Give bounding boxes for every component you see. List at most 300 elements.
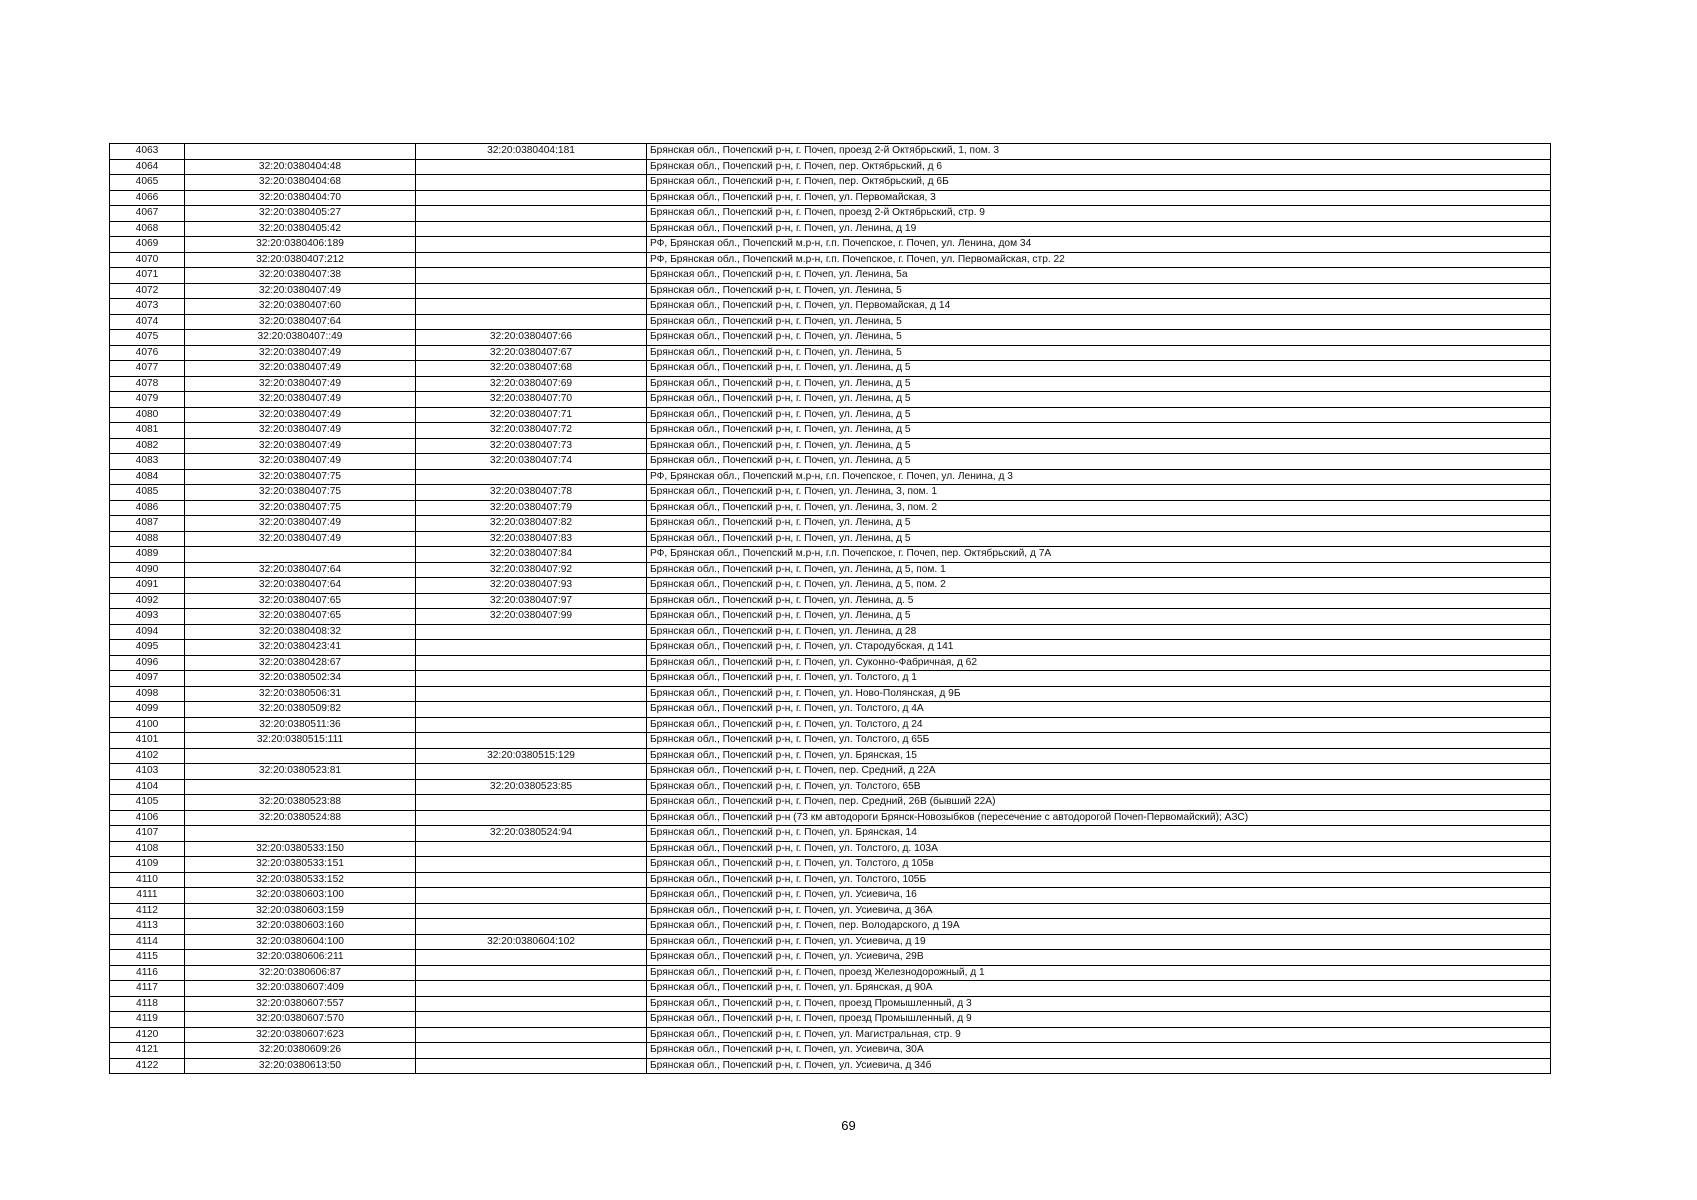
row-number-cell: 4078 — [110, 376, 185, 392]
cadastral-number-cell — [185, 748, 416, 764]
related-cadastral-number-cell: 32:20:0380407:69 — [416, 376, 647, 392]
cadastral-number-cell: 32:20:0380607:570 — [185, 1012, 416, 1028]
row-number-cell: 4108 — [110, 841, 185, 857]
cadastral-number-cell: 32:20:0380407:49 — [185, 283, 416, 299]
address-cell: Брянская обл., Почепский р-н, г. Почеп, ул. Ленина, д 5 — [647, 609, 1551, 625]
cadastral-number-cell: 32:20:0380607:557 — [185, 996, 416, 1012]
cadastral-number-cell — [185, 826, 416, 842]
table-row — [110, 237, 1551, 253]
row-number-cell: 4097 — [110, 671, 185, 687]
related-cadastral-number-cell — [416, 981, 647, 997]
row-number-cell: 4093 — [110, 609, 185, 625]
row-number-cell: 4119 — [110, 1012, 185, 1028]
table-row — [110, 934, 1551, 950]
cadastral-number-cell: 32:20:0380407:75 — [185, 469, 416, 485]
row-number-cell: 4069 — [110, 237, 185, 253]
table-row — [110, 314, 1551, 330]
address-cell: Брянская обл., Почепский р-н, г. Почеп, ул. Ленина, д 19 — [647, 221, 1551, 237]
related-cadastral-number-cell — [416, 888, 647, 904]
address-cell: Брянская обл., Почепский р-н, г. Почеп, ул. Ленина, д 5 — [647, 392, 1551, 408]
related-cadastral-number-cell — [416, 903, 647, 919]
address-cell: РФ, Брянская обл., Почепский м.р-н, г.п. Почепское, г. Почеп, пер. Октябрьский, д 7А — [647, 547, 1551, 563]
row-number-cell: 4090 — [110, 562, 185, 578]
address-cell: Брянская обл., Почепский р-н, г. Почеп, ул. Ленина, д 5 — [647, 516, 1551, 532]
address-cell: Брянская обл., Почепский р-н, г. Почеп, ул. Магистральная, стр. 9 — [647, 1027, 1551, 1043]
registry-table-body — [110, 144, 1551, 1074]
related-cadastral-number-cell — [416, 717, 647, 733]
address-cell: Брянская обл., Почепский р-н, г. Почеп, ул. Толстого, д 65Б — [647, 733, 1551, 749]
cadastral-number-cell: 32:20:0380407:49 — [185, 531, 416, 547]
related-cadastral-number-cell: 32:20:0380407:72 — [416, 423, 647, 439]
cadastral-number-cell: 32:20:0380407:212 — [185, 252, 416, 268]
address-cell: Брянская обл., Почепский р-н, г. Почеп, ул. Усиевича, 30А — [647, 1043, 1551, 1059]
table-row — [110, 671, 1551, 687]
row-number-cell: 4111 — [110, 888, 185, 904]
cadastral-number-cell — [185, 547, 416, 563]
table-row — [110, 1012, 1551, 1028]
cadastral-number-cell: 32:20:0380515:111 — [185, 733, 416, 749]
address-cell: Брянская обл., Почепский р-н, г. Почеп, пер. Октябрьский, д 6Б — [647, 175, 1551, 191]
row-number-cell: 4091 — [110, 578, 185, 594]
cadastral-number-cell: 32:20:0380533:150 — [185, 841, 416, 857]
address-cell: Брянская обл., Почепский р-н, г. Почеп, ул. Толстого, д. 103А — [647, 841, 1551, 857]
table-row — [110, 1043, 1551, 1059]
address-cell: Брянская обл., Почепский р-н, г. Почеп, проезд Промышленный, д 3 — [647, 996, 1551, 1012]
related-cadastral-number-cell — [416, 640, 647, 656]
table-row — [110, 748, 1551, 764]
related-cadastral-number-cell — [416, 206, 647, 222]
row-number-cell: 4103 — [110, 764, 185, 780]
row-number-cell: 4098 — [110, 686, 185, 702]
row-number-cell: 4087 — [110, 516, 185, 532]
table-row — [110, 795, 1551, 811]
page-number: 69 — [841, 1118, 856, 1133]
related-cadastral-number-cell — [416, 283, 647, 299]
related-cadastral-number-cell: 32:20:0380523:85 — [416, 779, 647, 795]
row-number-cell: 4072 — [110, 283, 185, 299]
related-cadastral-number-cell — [416, 686, 647, 702]
related-cadastral-number-cell — [416, 950, 647, 966]
address-cell: Брянская обл., Почепский р-н, г. Почеп, ул. Ленина, 5 — [647, 330, 1551, 346]
row-number-cell: 4076 — [110, 345, 185, 361]
row-number-cell: 4085 — [110, 485, 185, 501]
table-row — [110, 469, 1551, 485]
table-row — [110, 206, 1551, 222]
row-number-cell: 4094 — [110, 624, 185, 640]
table-row — [110, 578, 1551, 594]
address-cell: Брянская обл., Почепский р-н, г. Почеп, пер. Володарского, д 19А — [647, 919, 1551, 935]
cadastral-number-cell: 32:20:0380407:49 — [185, 345, 416, 361]
related-cadastral-number-cell — [416, 175, 647, 191]
cadastral-number-cell: 32:20:0380407:38 — [185, 268, 416, 284]
related-cadastral-number-cell — [416, 1043, 647, 1059]
address-cell: Брянская обл., Почепский р-н, г. Почеп, ул. Суконно-Фабричная, д 62 — [647, 655, 1551, 671]
row-number-cell: 4088 — [110, 531, 185, 547]
row-number-cell: 4121 — [110, 1043, 185, 1059]
row-number-cell: 4080 — [110, 407, 185, 423]
row-number-cell: 4099 — [110, 702, 185, 718]
related-cadastral-number-cell — [416, 252, 647, 268]
row-number-cell: 4070 — [110, 252, 185, 268]
cadastral-number-cell: 32:20:0380606:87 — [185, 965, 416, 981]
row-number-cell: 4114 — [110, 934, 185, 950]
row-number-cell: 4106 — [110, 810, 185, 826]
cadastral-number-cell: 32:20:0380407:64 — [185, 562, 416, 578]
cadastral-number-cell: 32:20:0380603:160 — [185, 919, 416, 935]
row-number-cell: 4083 — [110, 454, 185, 470]
related-cadastral-number-cell: 32:20:0380407:92 — [416, 562, 647, 578]
address-cell: Брянская обл., Почепский р-н, г. Почеп, ул. Брянская, 14 — [647, 826, 1551, 842]
address-cell: Брянская обл., Почепский р-н, г. Почеп, ул. Ленина, д 5 — [647, 407, 1551, 423]
related-cadastral-number-cell: 32:20:0380407:73 — [416, 438, 647, 454]
cadastral-number-cell: 32:20:0380407:65 — [185, 593, 416, 609]
row-number-cell: 4066 — [110, 190, 185, 206]
row-number-cell: 4064 — [110, 159, 185, 175]
table-row — [110, 361, 1551, 377]
table-row — [110, 841, 1551, 857]
row-number-cell: 4071 — [110, 268, 185, 284]
related-cadastral-number-cell: 32:20:0380407:67 — [416, 345, 647, 361]
row-number-cell: 4100 — [110, 717, 185, 733]
address-cell: РФ, Брянская обл., Почепский м.р-н, г.п. Почепское, г. Почеп, ул. Первомайская, стр. 22 — [647, 252, 1551, 268]
address-cell: Брянская обл., Почепский р-н, г. Почеп, ул. Толстого, д 105в — [647, 857, 1551, 873]
related-cadastral-number-cell — [416, 1012, 647, 1028]
address-cell: Брянская обл., Почепский р-н, г. Почеп, ул. Усиевича, д 34б — [647, 1058, 1551, 1074]
cadastral-number-cell: 32:20:0380511:36 — [185, 717, 416, 733]
row-number-cell: 4120 — [110, 1027, 185, 1043]
table-row — [110, 330, 1551, 346]
cadastral-number-cell: 32:20:0380423:41 — [185, 640, 416, 656]
address-cell: Брянская обл., Почепский р-н, г. Почеп, пер. Средний, 26В (бывший 22А) — [647, 795, 1551, 811]
cadastral-number-cell: 32:20:0380405:27 — [185, 206, 416, 222]
related-cadastral-number-cell: 32:20:0380407:93 — [416, 578, 647, 594]
row-number-cell: 4075 — [110, 330, 185, 346]
row-number-cell: 4095 — [110, 640, 185, 656]
cadastral-number-cell: 32:20:0380607:623 — [185, 1027, 416, 1043]
related-cadastral-number-cell — [416, 237, 647, 253]
related-cadastral-number-cell — [416, 469, 647, 485]
table-row — [110, 516, 1551, 532]
related-cadastral-number-cell: 32:20:0380407:78 — [416, 485, 647, 501]
address-cell: Брянская обл., Почепский р-н, г. Почеп, ул. Первомайская, 3 — [647, 190, 1551, 206]
related-cadastral-number-cell: 32:20:0380407:68 — [416, 361, 647, 377]
row-number-cell: 4081 — [110, 423, 185, 439]
table-row — [110, 810, 1551, 826]
related-cadastral-number-cell — [416, 624, 647, 640]
address-cell: Брянская обл., Почепский р-н, г. Почеп, ул. Первомайская, д 14 — [647, 299, 1551, 315]
table-row — [110, 144, 1551, 160]
cadastral-number-cell: 32:20:0380603:100 — [185, 888, 416, 904]
table-row — [110, 438, 1551, 454]
address-cell: Брянская обл., Почепский р-н, г. Почеп, ул. Ленина, 5 — [647, 283, 1551, 299]
related-cadastral-number-cell — [416, 1027, 647, 1043]
table-row — [110, 175, 1551, 191]
table-row — [110, 283, 1551, 299]
table-row — [110, 423, 1551, 439]
cadastral-number-cell: 32:20:0380407:49 — [185, 361, 416, 377]
related-cadastral-number-cell — [416, 299, 647, 315]
row-number-cell: 4084 — [110, 469, 185, 485]
related-cadastral-number-cell: 32:20:0380407:66 — [416, 330, 647, 346]
cadastral-number-cell: 32:20:0380407:49 — [185, 407, 416, 423]
related-cadastral-number-cell: 32:20:0380604:102 — [416, 934, 647, 950]
related-cadastral-number-cell — [416, 1058, 647, 1074]
row-number-cell: 4082 — [110, 438, 185, 454]
cadastral-number-cell — [185, 779, 416, 795]
table-row — [110, 299, 1551, 315]
related-cadastral-number-cell: 32:20:0380407:83 — [416, 531, 647, 547]
cadastral-number-cell: 32:20:0380404:70 — [185, 190, 416, 206]
table-row — [110, 655, 1551, 671]
cadastral-number-cell: 32:20:0380407:49 — [185, 376, 416, 392]
cadastral-number-cell: 32:20:0380407:49 — [185, 392, 416, 408]
cadastral-number-cell: 32:20:0380407:49 — [185, 438, 416, 454]
table-row — [110, 919, 1551, 935]
address-cell: Брянская обл., Почепский р-н, г. Почеп, ул. Ленина, д 5 — [647, 438, 1551, 454]
row-number-cell: 4074 — [110, 314, 185, 330]
cadastral-number-cell: 32:20:0380407:65 — [185, 609, 416, 625]
related-cadastral-number-cell — [416, 810, 647, 826]
related-cadastral-number-cell — [416, 919, 647, 935]
row-number-cell: 4067 — [110, 206, 185, 222]
address-cell: Брянская обл., Почепский р-н, г. Почеп, ул. Ленина, д 5 — [647, 454, 1551, 470]
registry-table — [109, 143, 1551, 1074]
related-cadastral-number-cell — [416, 671, 647, 687]
cadastral-number-cell: 32:20:0380533:152 — [185, 872, 416, 888]
cadastral-number-cell: 32:20:0380506:31 — [185, 686, 416, 702]
table-row — [110, 593, 1551, 609]
related-cadastral-number-cell: 32:20:0380524:94 — [416, 826, 647, 842]
address-cell: Брянская обл., Почепский р-н, г. Почеп, ул. Брянская, 15 — [647, 748, 1551, 764]
cadastral-number-cell: 32:20:0380613:50 — [185, 1058, 416, 1074]
table-row — [110, 531, 1551, 547]
related-cadastral-number-cell: 32:20:0380407:84 — [416, 547, 647, 563]
cadastral-number-cell: 32:20:0380407:60 — [185, 299, 416, 315]
table-row — [110, 407, 1551, 423]
table-row — [110, 624, 1551, 640]
related-cadastral-number-cell: 32:20:0380404:181 — [416, 144, 647, 160]
table-row — [110, 1058, 1551, 1074]
cadastral-number-cell: 32:20:0380509:82 — [185, 702, 416, 718]
address-cell: Брянская обл., Почепский р-н, г. Почеп, ул. Ленина, 5 — [647, 345, 1551, 361]
address-cell: Брянская обл., Почепский р-н, г. Почеп, ул. Толстого, 65В — [647, 779, 1551, 795]
cadastral-number-cell: 32:20:0380407:75 — [185, 500, 416, 516]
related-cadastral-number-cell: 32:20:0380515:129 — [416, 748, 647, 764]
related-cadastral-number-cell: 32:20:0380407:70 — [416, 392, 647, 408]
cadastral-number-cell: 32:20:0380524:88 — [185, 810, 416, 826]
table-row — [110, 1027, 1551, 1043]
related-cadastral-number-cell: 32:20:0380407:97 — [416, 593, 647, 609]
row-number-cell: 4089 — [110, 547, 185, 563]
table-row — [110, 376, 1551, 392]
cadastral-number-cell: 32:20:0380407:49 — [185, 516, 416, 532]
address-cell: Брянская обл., Почепский р-н, г. Почеп, ул. Усиевича, д 19 — [647, 934, 1551, 950]
table-row — [110, 872, 1551, 888]
table-row — [110, 454, 1551, 470]
related-cadastral-number-cell — [416, 268, 647, 284]
related-cadastral-number-cell — [416, 190, 647, 206]
address-cell: Брянская обл., Почепский р-н, г. Почеп, ул. Ленина, д. 5 — [647, 593, 1551, 609]
cadastral-number-cell: 32:20:0380523:81 — [185, 764, 416, 780]
row-number-cell: 4105 — [110, 795, 185, 811]
row-number-cell: 4122 — [110, 1058, 185, 1074]
address-cell: Брянская обл., Почепский р-н, г. Почеп, ул. Усиевича, д 36А — [647, 903, 1551, 919]
related-cadastral-number-cell: 32:20:0380407:74 — [416, 454, 647, 470]
related-cadastral-number-cell — [416, 314, 647, 330]
address-cell: РФ, Брянская обл., Почепский м.р-н, г.п. Почепское, г. Почеп, ул. Ленина, д 3 — [647, 469, 1551, 485]
address-cell: Брянская обл., Почепский р-н, г. Почеп, ул. Ленина, д 5 — [647, 423, 1551, 439]
address-cell: Брянская обл., Почепский р-н, г. Почеп, ул. Ленина, д 5, пом. 1 — [647, 562, 1551, 578]
table-row — [110, 764, 1551, 780]
table-row — [110, 547, 1551, 563]
row-number-cell: 4079 — [110, 392, 185, 408]
table-row — [110, 640, 1551, 656]
address-cell: Брянская обл., Почепский р-н, г. Почеп, пер. Средний, д 22А — [647, 764, 1551, 780]
table-row — [110, 485, 1551, 501]
address-cell: Брянская обл., Почепский р-н, г. Почеп, проезд Железнодорожный, д 1 — [647, 965, 1551, 981]
address-cell: Брянская обл., Почепский р-н, г. Почеп, ул. Усиевича, 16 — [647, 888, 1551, 904]
table-row — [110, 268, 1551, 284]
cadastral-number-cell: 32:20:0380523:88 — [185, 795, 416, 811]
related-cadastral-number-cell — [416, 733, 647, 749]
table-row — [110, 159, 1551, 175]
row-number-cell: 4117 — [110, 981, 185, 997]
table-row — [110, 733, 1551, 749]
related-cadastral-number-cell — [416, 872, 647, 888]
address-cell: Брянская обл., Почепский р-н, г. Почеп, ул. Толстого, 105Б — [647, 872, 1551, 888]
row-number-cell: 4063 — [110, 144, 185, 160]
related-cadastral-number-cell — [416, 996, 647, 1012]
row-number-cell: 4112 — [110, 903, 185, 919]
address-cell: Брянская обл., Почепский р-н, г. Почеп, ул. Толстого, д 1 — [647, 671, 1551, 687]
table-row — [110, 500, 1551, 516]
row-number-cell: 4110 — [110, 872, 185, 888]
address-cell: Брянская обл., Почепский р-н, г. Почеп, ул. Ленина, 5а — [647, 268, 1551, 284]
table-row — [110, 252, 1551, 268]
row-number-cell: 4068 — [110, 221, 185, 237]
address-cell: Брянская обл., Почепский р-н (73 км автодороги Брянск-Новозыбков (пересечение с автодорогой Почеп-Первомайский); АЗС) — [647, 810, 1551, 826]
row-number-cell: 4101 — [110, 733, 185, 749]
table-row — [110, 981, 1551, 997]
cadastral-number-cell: 32:20:0380404:68 — [185, 175, 416, 191]
address-cell: Брянская обл., Почепский р-н, г. Почеп, ул. Ленина, д 28 — [647, 624, 1551, 640]
row-number-cell: 4077 — [110, 361, 185, 377]
table-row — [110, 826, 1551, 842]
row-number-cell: 4109 — [110, 857, 185, 873]
address-cell: Брянская обл., Почепский р-н, г. Почеп, ул. Стародубская, д 141 — [647, 640, 1551, 656]
table-row — [110, 345, 1551, 361]
cadastral-number-cell: 32:20:0380606:211 — [185, 950, 416, 966]
cadastral-number-cell: 32:20:0380407:49 — [185, 454, 416, 470]
related-cadastral-number-cell: 32:20:0380407:99 — [416, 609, 647, 625]
address-cell: Брянская обл., Почепский р-н, г. Почеп, ул. Усиевича, 29В — [647, 950, 1551, 966]
cadastral-number-cell: 32:20:0380407:75 — [185, 485, 416, 501]
address-cell: Брянская обл., Почепский р-н, г. Почеп, ул. Толстого, д 4А — [647, 702, 1551, 718]
related-cadastral-number-cell: 32:20:0380407:79 — [416, 500, 647, 516]
related-cadastral-number-cell — [416, 159, 647, 175]
related-cadastral-number-cell — [416, 841, 647, 857]
table-row — [110, 779, 1551, 795]
row-number-cell: 4096 — [110, 655, 185, 671]
address-cell: Брянская обл., Почепский р-н, г. Почеп, ул. Ленина, 3, пом. 2 — [647, 500, 1551, 516]
related-cadastral-number-cell — [416, 857, 647, 873]
cadastral-number-cell: 32:20:0380609:26 — [185, 1043, 416, 1059]
address-cell: Брянская обл., Почепский р-н, г. Почеп, ул. Ленина, 3, пом. 1 — [647, 485, 1551, 501]
row-number-cell: 4086 — [110, 500, 185, 516]
related-cadastral-number-cell — [416, 965, 647, 981]
related-cadastral-number-cell — [416, 702, 647, 718]
table-row — [110, 717, 1551, 733]
address-cell: Брянская обл., Почепский р-н, г. Почеп, ул. Ленина, д 5 — [647, 376, 1551, 392]
table-row — [110, 888, 1551, 904]
table-row — [110, 996, 1551, 1012]
related-cadastral-number-cell: 32:20:0380407:71 — [416, 407, 647, 423]
related-cadastral-number-cell — [416, 221, 647, 237]
table-row — [110, 609, 1551, 625]
table-row — [110, 392, 1551, 408]
address-cell: Брянская обл., Почепский р-н, г. Почеп, пер. Октябрьский, д 6 — [647, 159, 1551, 175]
row-number-cell: 4092 — [110, 593, 185, 609]
address-cell: Брянская обл., Почепский р-н, г. Почеп, ул. Ленина, 5 — [647, 314, 1551, 330]
cadastral-number-cell: 32:20:0380407:64 — [185, 578, 416, 594]
address-cell: РФ, Брянская обл., Почепский м.р-н, г.п. Почепское, г. Почеп, ул. Ленина, дом 34 — [647, 237, 1551, 253]
cadastral-number-cell: 32:20:0380428:67 — [185, 655, 416, 671]
address-cell: Брянская обл., Почепский р-н, г. Почеп, ул. Ново-Полянская, д 9Б — [647, 686, 1551, 702]
table-row — [110, 221, 1551, 237]
cadastral-number-cell: 32:20:0380607:409 — [185, 981, 416, 997]
address-cell: Брянская обл., Почепский р-н, г. Почеп, проезд Промышленный, д 9 — [647, 1012, 1551, 1028]
table-row — [110, 950, 1551, 966]
table-row — [110, 903, 1551, 919]
cadastral-number-cell: 32:20:0380533:151 — [185, 857, 416, 873]
address-cell: Брянская обл., Почепский р-н, г. Почеп, ул. Ленина, д 5 — [647, 361, 1551, 377]
address-cell: Брянская обл., Почепский р-н, г. Почеп, проезд 2-й Октябрьский, стр. 9 — [647, 206, 1551, 222]
address-cell: Брянская обл., Почепский р-н, г. Почеп, ул. Толстого, д 24 — [647, 717, 1551, 733]
related-cadastral-number-cell: 32:20:0380407:82 — [416, 516, 647, 532]
table-row — [110, 702, 1551, 718]
cadastral-number-cell: 32:20:0380405:42 — [185, 221, 416, 237]
cadastral-number-cell: 32:20:0380407:64 — [185, 314, 416, 330]
cadastral-number-cell: 32:20:0380407:49 — [185, 423, 416, 439]
table-row — [110, 857, 1551, 873]
address-cell: Брянская обл., Почепский р-н, г. Почеп, проезд 2-й Октябрьский, 1, пом. 3 — [647, 144, 1551, 160]
related-cadastral-number-cell — [416, 795, 647, 811]
related-cadastral-number-cell — [416, 764, 647, 780]
row-number-cell: 4113 — [110, 919, 185, 935]
row-number-cell: 4118 — [110, 996, 185, 1012]
table-row — [110, 686, 1551, 702]
cadastral-number-cell: 32:20:0380502:34 — [185, 671, 416, 687]
address-cell: Брянская обл., Почепский р-н, г. Почеп, ул. Ленина, д 5, пом. 2 — [647, 578, 1551, 594]
row-number-cell: 4102 — [110, 748, 185, 764]
cadastral-number-cell: 32:20:0380407::49 — [185, 330, 416, 346]
address-cell: Брянская обл., Почепский р-н, г. Почеп, ул. Ленина, д 5 — [647, 531, 1551, 547]
cadastral-number-cell: 32:20:0380604:100 — [185, 934, 416, 950]
address-cell: Брянская обл., Почепский р-н, г. Почеп, ул. Брянская, д 90А — [647, 981, 1551, 997]
row-number-cell: 4073 — [110, 299, 185, 315]
row-number-cell: 4116 — [110, 965, 185, 981]
row-number-cell: 4104 — [110, 779, 185, 795]
table-row — [110, 562, 1551, 578]
cadastral-number-cell: 32:20:0380408:32 — [185, 624, 416, 640]
cadastral-number-cell — [185, 144, 416, 160]
table-row — [110, 965, 1551, 981]
related-cadastral-number-cell — [416, 655, 647, 671]
cadastral-number-cell: 32:20:0380404:48 — [185, 159, 416, 175]
cadastral-number-cell: 32:20:0380406:189 — [185, 237, 416, 253]
table-row — [110, 190, 1551, 206]
row-number-cell: 4065 — [110, 175, 185, 191]
